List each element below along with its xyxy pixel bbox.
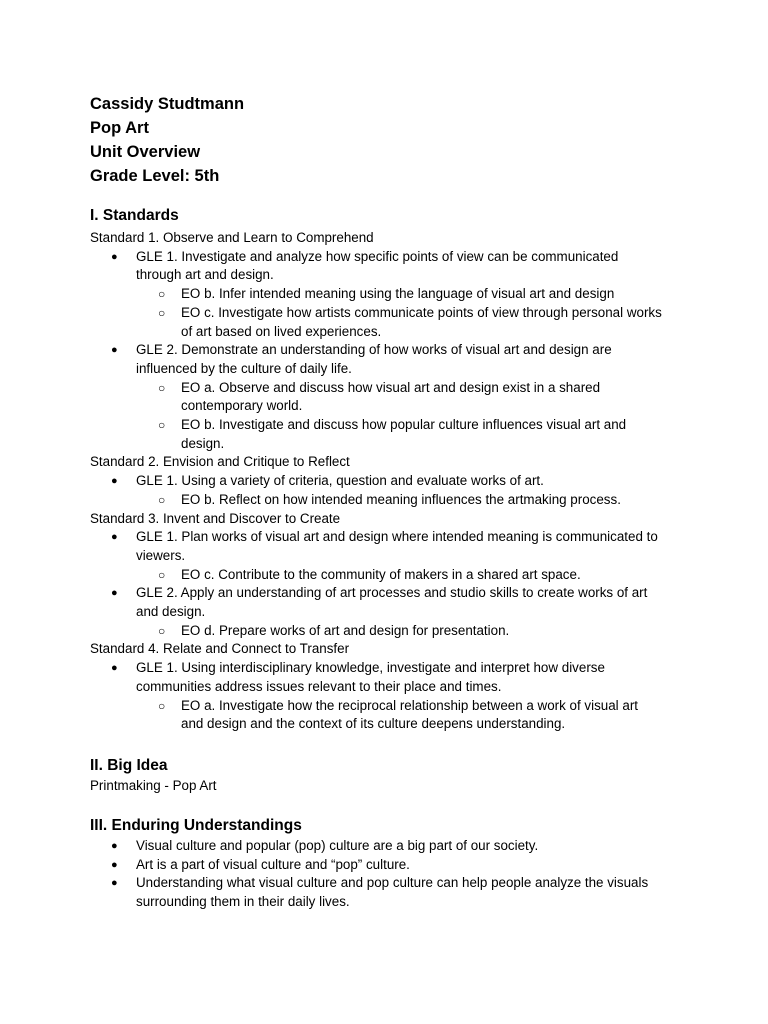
big-idea-block <box>90 777 690 796</box>
enduring-item <box>90 856 690 875</box>
enduring-item <box>90 837 690 856</box>
gle-item <box>90 341 690 378</box>
hollow-bullet-icon: ○ <box>158 305 166 320</box>
filled-bullet-icon: ● <box>111 662 118 675</box>
big-idea-text: Printmaking - Pop Art <box>90 778 217 793</box>
filled-bullet-icon: ● <box>111 475 118 488</box>
enduring-text-line: Art is a part of visual culture and “pop” culture. <box>136 856 410 872</box>
gle-item <box>90 659 690 696</box>
standard-label: Standard 2. Envision and Critique to Reflect <box>90 454 350 470</box>
eo-text-line: EO b. Infer intended meaning using the language of visual art and design <box>181 286 615 302</box>
filled-bullet-icon: ● <box>111 587 118 600</box>
standard-label: Standard 4. Relate and Connect to Transfer <box>90 641 350 657</box>
eo-item <box>90 285 690 304</box>
standard-label: Standard 3. Invent and Discover to Create <box>90 510 341 526</box>
eo-text-line: EO b. Investigate and discuss how popular culture influences visual art and <box>181 417 627 433</box>
filled-bullet-icon: ● <box>111 531 118 544</box>
gle-text-line: influenced by the culture of daily life. <box>136 360 352 376</box>
gle-text-line: GLE 2. Demonstrate an understanding of how works of visual art and design are <box>136 342 612 358</box>
standard-label: Standard 1. Observe and Learn to Comprehend <box>90 230 374 245</box>
grade-level: Grade Level: 5th <box>90 167 220 185</box>
gle-text-line: GLE 1. Plan works of visual art and design where intended meaning is communicated to <box>136 529 658 545</box>
eo-text-line: EO c. Contribute to the community of makers in a shared art space. <box>181 566 581 582</box>
eo-item <box>90 379 690 416</box>
standards-list <box>90 229 690 734</box>
eo-text-line: and design and the context of its culture deepens understanding. <box>181 716 566 732</box>
section-title-enduring-understandings: III. Enduring Understandings <box>90 817 302 834</box>
section-title-big-idea: II. Big Idea <box>90 757 168 774</box>
hollow-bullet-icon: ○ <box>158 287 166 302</box>
gle-text-line: GLE 2. Apply an understanding of art processes and studio skills to create works of art <box>136 585 648 601</box>
hollow-bullet-icon: ○ <box>158 567 166 582</box>
eo-text-line: contemporary world. <box>181 398 303 414</box>
eo-text-line: of art based on lived experiences. <box>181 323 382 339</box>
gle-text-line: through art and design. <box>136 267 274 283</box>
filled-bullet-icon: ● <box>111 877 118 890</box>
author-name: Cassidy Studtmann <box>90 95 245 113</box>
unit-subtitle: Unit Overview <box>90 143 201 161</box>
section-title-standards: I. Standards <box>90 207 179 224</box>
eo-text-line: EO b. Reflect on how intended meaning influences the artmaking process. <box>181 491 621 507</box>
hollow-bullet-icon: ○ <box>158 698 166 713</box>
gle-item <box>90 248 690 285</box>
eo-text-line: EO a. Observe and discuss how visual art and design exist in a shared <box>181 379 601 395</box>
eo-text-line: EO a. Investigate how the reciprocal relationship between a work of visual art <box>181 697 639 713</box>
eo-item <box>90 416 690 453</box>
gle-text-line: GLE 1. Using a variety of criteria, question and evaluate works of art. <box>136 473 544 489</box>
gle-text-line: GLE 1. Investigate and analyze how specific points of view can be communicated <box>136 248 619 264</box>
gle-text-line: and design. <box>136 604 206 620</box>
enduring-text-line: Visual culture and popular (pop) culture are a big part of our society. <box>136 838 539 853</box>
enduring-understandings-list <box>90 837 690 912</box>
hollow-bullet-icon: ○ <box>158 492 166 507</box>
enduring-text-line: surrounding them in their daily lives. <box>136 894 350 910</box>
hollow-bullet-icon: ○ <box>158 623 166 638</box>
hollow-bullet-icon: ○ <box>158 380 166 395</box>
gle-item <box>90 472 690 491</box>
enduring-text-line: Understanding what visual culture and pop culture can help people analyze the visuals <box>136 875 649 891</box>
gle-text-line: communities address issues relevant to their place and times. <box>136 678 502 694</box>
gle-text-line: viewers. <box>136 547 186 563</box>
eo-item <box>90 566 690 585</box>
filled-bullet-icon: ● <box>111 250 118 263</box>
gle-item <box>90 584 690 621</box>
eo-item <box>90 622 690 641</box>
document-header <box>90 92 244 188</box>
gle-item <box>90 528 690 565</box>
unit-title: Pop Art <box>90 119 149 137</box>
filled-bullet-icon: ● <box>111 344 118 357</box>
eo-text-line: EO d. Prepare works of art and design for presentation. <box>181 622 510 638</box>
eo-text-line: EO c. Investigate how artists communicate points of view through personal works <box>181 304 662 320</box>
eo-item <box>90 697 690 734</box>
gle-text-line: GLE 1. Using interdisciplinary knowledge, investigate and interpret how diverse <box>136 660 605 676</box>
eo-text-line: design. <box>181 435 225 451</box>
eo-item <box>90 491 690 510</box>
eo-item <box>90 304 690 341</box>
hollow-bullet-icon: ○ <box>158 418 166 433</box>
filled-bullet-icon: ● <box>111 840 118 852</box>
filled-bullet-icon: ● <box>111 858 118 871</box>
enduring-item <box>90 874 690 911</box>
